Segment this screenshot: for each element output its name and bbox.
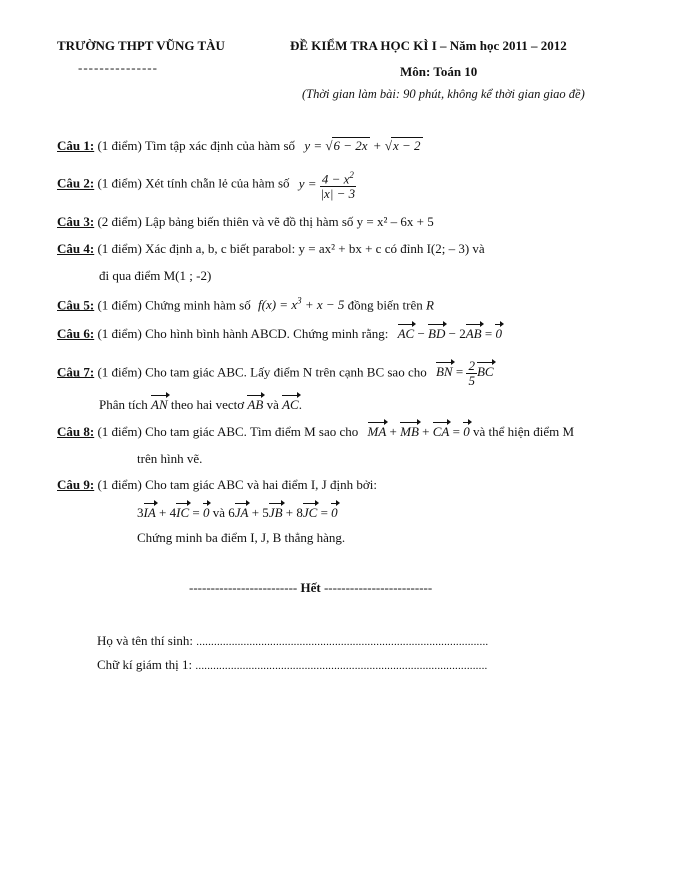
proctor-sign-dots: ................................................................................................... [195, 660, 488, 672]
q7-formula: BN = $\frac{2}{5}$ BC [435, 358, 494, 388]
question-5-text: (1 điểm) Chứng minh hàm số [94, 297, 251, 313]
question-7-label: Câu 7: [57, 364, 95, 380]
question-7-line2: Phân tích AN theo hai vectơ AB và AC. [99, 397, 302, 412]
question-9-text: (1 điểm) Cho tam giác ABC và hai điểm I, J định bởi: [94, 477, 377, 492]
exam-year: – Năm học 2011 – 2012 [436, 38, 567, 53]
vector-AN: AN [151, 397, 168, 412]
end-marker [189, 580, 432, 596]
vector-AB: AB [247, 397, 264, 412]
question-2-text: (1 điểm) Xét tính chẵn lẻ của hàm số [94, 175, 290, 191]
end-word: Hết [300, 580, 321, 595]
question-4-line2: đi qua điểm M(1 ; -2) [99, 268, 212, 283]
vector-AC: AC [282, 397, 299, 412]
q9-and: và [209, 505, 229, 520]
student-name-label: Họ và tên thí sinh: [97, 633, 197, 648]
question-8-label: Câu 8: [57, 424, 95, 439]
exam-title [290, 38, 567, 54]
real-set-symbol: R [426, 297, 434, 313]
question-2 [57, 168, 356, 201]
question-8-text: (1 điểm) Cho tam giác ABC. Tìm điểm M sao cho [94, 424, 359, 439]
q9-formula-1: 3IA + 4IC = 0 [137, 505, 210, 520]
question-3-label: Câu 3: [57, 214, 95, 229]
q7-line2-c: và [263, 397, 283, 412]
q2-fraction: $\frac{4 - x^2}{|x| - 3}$ [320, 170, 356, 202]
question-3 [57, 214, 434, 230]
q2-formula: y = $\frac{4 - x^2}{|x| - 3}$ [298, 170, 356, 202]
question-4 [57, 241, 485, 257]
proctor-sign-line [97, 657, 487, 673]
school-name: TRƯỜNG THPT VŨNG TÀU [57, 38, 225, 53]
question-7 [57, 359, 494, 388]
question-4-text: (1 điểm) Xác định a, b, c biết parabol: y = ax² + bx + c có đỉnh I(2; – 3) và [94, 241, 485, 256]
header-dashes: --------------- [78, 60, 158, 75]
q7-fraction: $\frac{2}{5}$ [468, 358, 475, 388]
question-5-label: Câu 5: [57, 297, 95, 313]
question-6-text: (1 điểm) Cho hình bình hành ABCD. Chứng minh rằng: [94, 326, 389, 341]
question-1-text: (1 điểm) Tìm tập xác định của hàm số [94, 138, 296, 153]
end-dashes-left: ------------------------- [189, 580, 301, 595]
q7-line2-b: theo hai vectơ [167, 397, 248, 412]
question-9-formulas [137, 505, 338, 521]
q8-formula: MA + MB + CA = 0 [367, 424, 470, 439]
subject: Môn: Toán 10 [400, 64, 478, 79]
q9-formula-2: 6JA + 5JB + 8JC = 0 [228, 505, 338, 520]
proctor-sign-label: Chữ kí giám thị 1: [97, 657, 196, 672]
question-6-label: Câu 6: [57, 326, 95, 341]
question-2-label: Câu 2: [57, 175, 95, 191]
question-8-tail: và thể hiện điểm M [469, 424, 575, 439]
q1-formula: y = √6 − 2x + √x − 2 [304, 138, 421, 153]
question-1 [57, 137, 423, 154]
student-name-line [97, 633, 488, 649]
q6-formula: AC − BD − 2AB = 0 [397, 326, 502, 341]
question-9 [57, 477, 377, 493]
question-9-line3: Chứng minh ba điểm I, J, B thẳng hàng. [137, 530, 346, 545]
question-1-label: Câu 1: [57, 138, 95, 153]
question-6 [57, 326, 502, 342]
end-dashes-right: ------------------------- [320, 580, 433, 595]
time-note: (Thời gian làm bài: 90 phút, không kể thời gian giao đề) [302, 87, 585, 101]
q5-formula: $f(x) = x^3 + x - 5$ [258, 296, 345, 313]
question-8-line2: trên hình vẽ. [137, 451, 203, 466]
question-4-label: Câu 4: [57, 241, 95, 256]
exam-title-main: ĐỀ KIỂM TRA HỌC KÌ I [290, 38, 437, 53]
question-9-label: Câu 9: [57, 477, 95, 492]
question-7-text: (1 điểm) Cho tam giác ABC. Lấy điểm N trên cạnh BC sao cho [94, 364, 427, 380]
q7-line2-a: Phân tích [99, 397, 151, 412]
question-3-text: (2 điểm) Lập bảng biến thiên và vẽ đồ thị hàm số y = x² – 6x + 5 [94, 214, 434, 229]
question-8 [57, 424, 574, 440]
question-5 [57, 296, 434, 313]
question-5-tail: đồng biến trên [344, 297, 427, 313]
student-name-dots: ................................................................................................... [196, 636, 489, 648]
